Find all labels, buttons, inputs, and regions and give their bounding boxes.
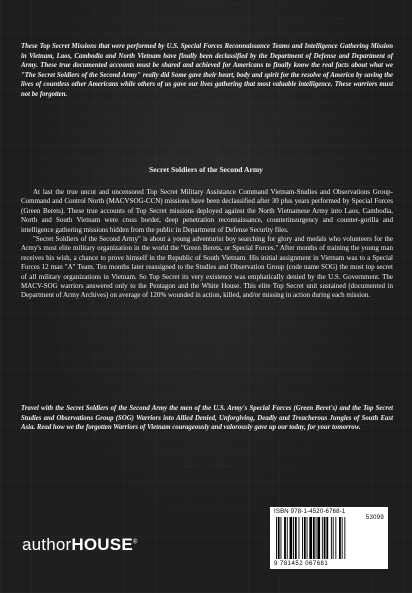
publisher-logo-house: HOUSE — [71, 535, 133, 554]
barcode-bar — [307, 517, 308, 559]
barcode-bar — [284, 517, 286, 559]
barcode-bar — [309, 517, 312, 559]
price-code: 53099 — [365, 515, 384, 521]
registered-mark: ® — [132, 539, 138, 546]
section-heading: Secret Soldiers of the Second Army — [149, 165, 263, 174]
description-paragraph: At last the true uncut and uncensored Top Secret Military Assistance Command Vietnam-Studies and Observations Group-Command and Control North (MACVSOG-CCN) missions have been declassified after 30 plus years performed by Special Forces (Green Berets). These true accounts of Top Secret missions deployed against the North Vietnamese Army into Laos, Cambodia, North and South Vietnam were cross border, deep penetration reconnaissance, counterinsurgency and counter-gorilla and intelligence gathering missions hidden from the public in Department of Defense Security files. — [21, 188, 393, 234]
barcode-bar — [281, 517, 282, 559]
barcode-bar — [293, 517, 294, 559]
barcode-bars — [274, 517, 384, 559]
barcode-bar — [302, 517, 303, 559]
barcode-bar — [342, 517, 343, 559]
barcode-bar — [322, 517, 323, 559]
closing-blurb: Travel with the Secret Soldiers of the Second Army the men of the U.S. Army's Special Forces (Green Beret's) and the Top Secret Studies and Observations Group (SOG) Warriors into Allied Denied, Unforgiving, Deadly and Treacherous Jungles of South East Asia. Read how we the forgotten Warriors of Vietnam courageously and valorously gave up our today, for your tomorrow. — [21, 405, 393, 432]
barcode-bar — [290, 517, 293, 559]
barcode-bar — [313, 517, 315, 559]
barcode-bar — [324, 517, 326, 559]
barcode-bar — [317, 517, 320, 559]
barcode-bar — [278, 517, 280, 559]
barcode-bar — [344, 517, 345, 559]
barcode-bar — [339, 517, 341, 559]
barcode-bar — [331, 517, 332, 559]
isbn-text: ISBN 978-1-4520-6768-1 — [274, 509, 346, 515]
barcode-bar — [304, 517, 306, 559]
barcode-bar — [333, 517, 334, 559]
barcode-bar — [276, 517, 277, 559]
description-paragraph: "Secret Soldiers of the Second Army" is about a young adventurist boy searching for glory and medals who volunteers for the Army's most elite military organization in the world the "Green Berets, or Special Forces." After months of training the young man receives his wish, a chance to prove himself in the Republic of South Vietnam. His initial assignment in Vietnam was to a Special Forces 12 man "A" Team. Ten months later reassigned to the Studies and Observation Group (code name SOG) the most top secret of all military organizations in Vietnam. So Top Secret its very existence was emphatically denied by the U.S. Government. The MACV-SOG warriors answered only to the Pentagon and the White House. This elite Top Secret unit sustained (documented in Department of Army Archives) on average of 120% wounded in action, killed, and/or missing in action during each mission. — [21, 235, 393, 300]
publisher-logo — [22, 535, 138, 555]
barcode-bar — [335, 517, 336, 559]
barcode-bar — [287, 517, 288, 559]
barcode-bar — [316, 517, 317, 559]
barcode-bar — [299, 517, 300, 559]
barcode-bar — [295, 517, 297, 559]
barcode-bar — [326, 517, 328, 559]
description-body — [21, 188, 393, 301]
isbn-barcode — [270, 507, 388, 569]
publisher-logo-author: author — [22, 535, 72, 554]
intro-blurb: These Top Secret Missions that were performed by U.S. Special Forces Reconnaissance Teams and Intelligence Gathering Mission in Vietnam, Laos, Cambodia and North Vietnam have finally been declassified by the Department of Defense and Department of Army. These true documented accounts must be shared and achieved for Americans to finally know the real facts about what we "The Secret Soldiers of the Second Army" really did Some gave their heart, body and spirit for the resolve of America by saving the lives of countless other Americans while others of us gave our lives gathering that most valuable intelligence. These warriors must not be forgotten. — [21, 43, 393, 98]
barcode-digits: 9 781452 067681 — [274, 561, 329, 567]
